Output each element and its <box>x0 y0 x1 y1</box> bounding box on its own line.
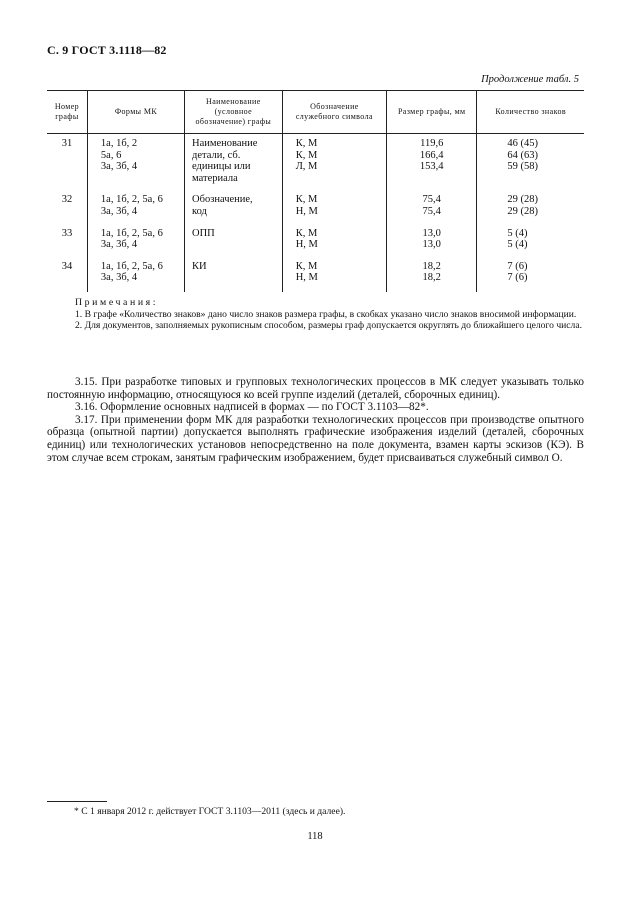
cell-quantity: 7 (6) 7 (6) <box>477 251 584 292</box>
cell-size: 119,6 166,4 153,4 <box>387 134 477 185</box>
cell-name: Обозначение, код <box>185 184 283 217</box>
cell-quantity: 29 (28) 29 (28) <box>477 184 584 217</box>
cell-forms: 1а, 1б, 2 5а, 6 3а, 3б, 4 <box>87 134 184 185</box>
page-header: С. 9 ГОСТ 3.1118—82 <box>47 43 167 57</box>
cell-symbol: К, М К, М Л, М <box>282 134 386 185</box>
cell-number: 32 <box>61 194 73 206</box>
table-notes <box>47 297 584 332</box>
cell-name: Наименование детали, сб. единицы или материала <box>185 134 283 185</box>
table-header-row <box>47 91 584 134</box>
table-row <box>47 251 584 292</box>
column-header-number: Номер графы <box>47 91 87 134</box>
notes-title: Примечания: <box>75 297 159 308</box>
page-number: 118 <box>307 831 323 842</box>
cell-forms: 1а, 1б, 2, 5а, 6 3а, 3б, 4 <box>87 251 184 292</box>
paragraph: 3.16. Оформление основных надписей в формах — по ГОСТ 3.1103—82*. <box>75 401 429 414</box>
cell-symbol: К, М Н, М <box>282 218 386 251</box>
table-continuation-label: Продолжение табл. 5 <box>481 74 579 85</box>
cell-symbol: К, М Н, М <box>282 251 386 292</box>
table-row <box>47 134 584 185</box>
paragraph: 3.15. При разработке типовых и групповых технологических процессов в МК следует указывать только постоянную информацию, относящуюся ко всей группе изделий (деталей, сборочных единиц). <box>47 376 584 401</box>
cell-size: 13,0 13,0 <box>387 218 477 251</box>
paragraph: 3.17. При применении форм МК для разработки технологических процессов при производстве опытного образца (опытной партии) допускается выполнять графические изображения изделий (деталей, сборочных единиц) или технологических установов непосредственно на поле документа, взамен карты эскизов (КЭ). В этом случае всем строкам, занятым графическим изображением, будет присваиваться служебный символ О. <box>47 413 584 464</box>
column-header-forms: Формы МК <box>87 91 184 134</box>
cell-forms: 1а, 1б, 2, 5а, 6 3а, 3б, 4 <box>87 218 184 251</box>
note-item: 2. Для документов, заполняемых рукописным способом, размеры граф допускается округлять до ближайшего целого числа. <box>75 320 582 331</box>
cell-number: 31 <box>61 138 73 149</box>
cell-forms: 1а, 1б, 2, 5а, 6 3а, 3б, 4 <box>87 184 184 217</box>
cell-size: 75,4 75,4 <box>387 184 477 217</box>
table-row <box>47 184 584 217</box>
body-text <box>47 376 584 464</box>
cell-size: 18,2 18,2 <box>387 251 477 292</box>
cell-symbol: К, М Н, М <box>282 184 386 217</box>
footnote-divider <box>47 801 107 802</box>
column-header-symbol: Обозначение служебного символа <box>282 91 386 134</box>
cell-name: КИ <box>185 251 283 292</box>
data-table <box>47 90 584 292</box>
column-header-quantity: Количество знаков <box>477 91 584 134</box>
note-item: 1. В графе «Количество знаков» дано число знаков размера графы, в скобках указано число знаков вносимой информации. <box>75 308 577 320</box>
cell-quantity: 46 (45) 64 (63) 59 (58) <box>477 134 584 185</box>
footnote: * С 1 января 2012 г. действует ГОСТ 3.1103—2011 (здесь и далее). <box>74 806 346 817</box>
column-header-name: Наименование (условное обозначение) графы <box>185 91 283 134</box>
cell-number: 34 <box>61 260 73 272</box>
cell-name: ОПП <box>185 218 283 251</box>
column-header-size: Размер графы, мм <box>387 91 477 134</box>
cell-number: 33 <box>61 227 73 239</box>
table-row <box>47 218 584 251</box>
cell-quantity: 5 (4) 5 (4) <box>477 218 584 251</box>
